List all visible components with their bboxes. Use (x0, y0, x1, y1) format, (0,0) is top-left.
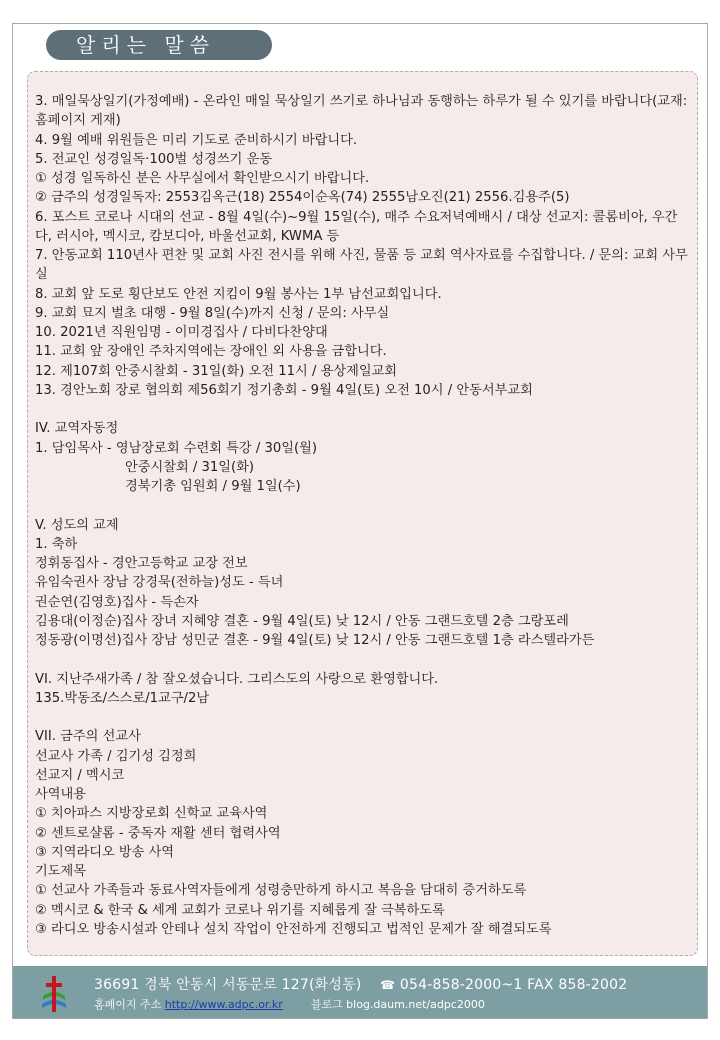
spacer (35, 708, 690, 727)
section-heading-new-family: VI. 지난주새가족 / 참 잘오셨습니다. 그리스도의 사랑으로 환영합니다. (35, 671, 439, 687)
notice-item: 8. 교회 앞 도로 횡단보도 안전 지킴이 9월 봉사는 1부 남선교회입니다. (35, 286, 442, 302)
notice-item: 11. 교회 앞 장애인 주차지역에는 장애인 외 사용을 금합니다. (35, 344, 387, 360)
fellowship-item: 유임숙권사 장남 강경묵(전하늘)성도 - 득녀 (35, 575, 284, 591)
spacer (35, 400, 690, 419)
notice-item: 6. 포스트 코로나 시대의 선교 - 8월 4일(수)~9월 15일(수), 매주 수요저녁예배시 / 대상 선교지: 콜롬비아, 우간다, 러시아, 멕시코, 캄보디아, 바울선교회, KWMA 등 (35, 209, 678, 244)
notice-item: 13. 경안노회 장로 협의회 제56회기 정기총회 - 9월 4일(토) 오전 10시 / 안동서부교회 (35, 382, 533, 398)
fellowship-item: 권순연(김영호)집사 - 득손자 (35, 594, 199, 610)
section-heading-missionary: VII. 금주의 선교사 (35, 729, 141, 745)
missionary-item: 사역내용 (35, 787, 86, 802)
blog-address: 블로그 blog.daum.net/adpc2000 (310, 998, 485, 1011)
notice-item: 7. 안동교회 110년사 편찬 및 교회 사진 전시를 위해 사진, 물품 등 교회 역사자료를 수집합니다. / 문의: 교회 사무실 (35, 248, 688, 283)
notice-item: 9. 교회 묘지 벌초 대행 - 9월 8일(수)까지 신청 / 문의: 사무실 (35, 305, 390, 321)
missionary-item: ② 센트로샬롬 - 중독자 재활 센터 협력사역 (35, 825, 281, 841)
footer-phone: 054-858-2000~1 FAX 858-2002 (399, 977, 628, 993)
section-heading-fellowship: V. 성도의 교제 (35, 517, 119, 533)
phone-icon: ☎ (380, 978, 396, 992)
fellowship-item: 정휘동집사 - 경안고등학교 교장 전보 (35, 556, 248, 571)
notice-item: 5. 전교인 성경일독·100벌 성경쓰기 운동 (35, 151, 273, 167)
church-logo-icon (40, 974, 68, 1014)
missionary-item: ③ 지역라디오 방송 사역 (35, 844, 175, 860)
missionary-item: ③ 라디오 방송시설과 안테나 설치 작업이 안전하게 진행되고 법적인 문제가 잘 해결되도록 (35, 921, 552, 937)
missionary-item: 기도제목 (35, 864, 86, 879)
missionary-item: 선교사 가족 / 김기성 김정희 (35, 748, 197, 764)
footer-contact (94, 974, 627, 994)
notice-item: 3. 매일묵상일기(가정예배) - 온라인 매일 묵상일기 쓰기로 하나님과 동행하는 하루가 될 수 있기를 바랍니다(교재: 홈페이지 게재) (35, 94, 688, 129)
notice-item: ② 금주의 성경일독자: 2553김옥근(18) 2554이순옥(74) 2555남오진(21) 2556.김용주(5) (35, 190, 570, 206)
missionary-item: ① 선교사 가족들과 동료사역자들에게 성령충만하게 하시고 복음을 담대히 증거하도록 (35, 883, 527, 899)
notice-item: 12. 제107회 안중시찰회 - 31일(화) 오전 11시 / 용상제일교회 (35, 363, 398, 379)
section-heading-ministers: IV. 교역자동정 (35, 421, 119, 437)
fellowship-item: 김용대(이정순)집사 장녀 지혜양 결혼 - 9월 4일(토) 낮 12시 / 안동 그랜드호텔 2층 그랑포레 (35, 613, 569, 629)
new-family-item: 135.박동조/스스로/1교구/2남 (35, 690, 210, 706)
minister-schedule-item: 경북기총 임원회 / 9월 1일(수) (125, 479, 301, 494)
missionary-item: 선교지 / 멕시코 (35, 767, 125, 783)
notice-item: 4. 9월 예배 위원들은 미리 기도로 준비하시기 바랍니다. (35, 132, 358, 148)
missionary-item: ① 치아파스 지방장로회 신학교 교육사역 (35, 806, 268, 822)
notice-item: ① 성경 일독하신 분은 사무실에서 확인받으시기 바랍니다. (35, 171, 370, 186)
missionary-item: ② 멕시코 & 한국 & 세계 교회가 코로나 위기를 지혜롭게 잘 극복하도록 (35, 902, 445, 918)
fellowship-item: 정동광(이명선)집사 장남 성민군 결혼 - 9월 4일(토) 낮 12시 / 안동 그랜드호텔 1층 라스텔라가든 (35, 633, 595, 648)
fellowship-item: 1. 축하 (35, 536, 78, 552)
minister-schedule-item: 1. 담임목사 - 영남장로회 수련회 특강 / 30일(월) (35, 440, 318, 456)
spacer (35, 650, 690, 669)
page-title: 알리는 말씀 (46, 30, 272, 60)
homepage-label: 홈페이지 주소 (94, 998, 162, 1011)
notice-content (35, 92, 690, 939)
homepage-link[interactable]: http://www.adpc.or.kr (164, 998, 283, 1011)
footer-address: 36691 경북 안동시 서동문로 127(화성동) (94, 977, 362, 993)
minister-schedule-item: 안중시찰회 / 31일(화) (125, 459, 255, 475)
footer-links (94, 996, 485, 1012)
notice-item: 10. 2021년 직원임명 - 이미경집사 / 다비다찬양대 (35, 325, 328, 340)
spacer (35, 496, 690, 515)
